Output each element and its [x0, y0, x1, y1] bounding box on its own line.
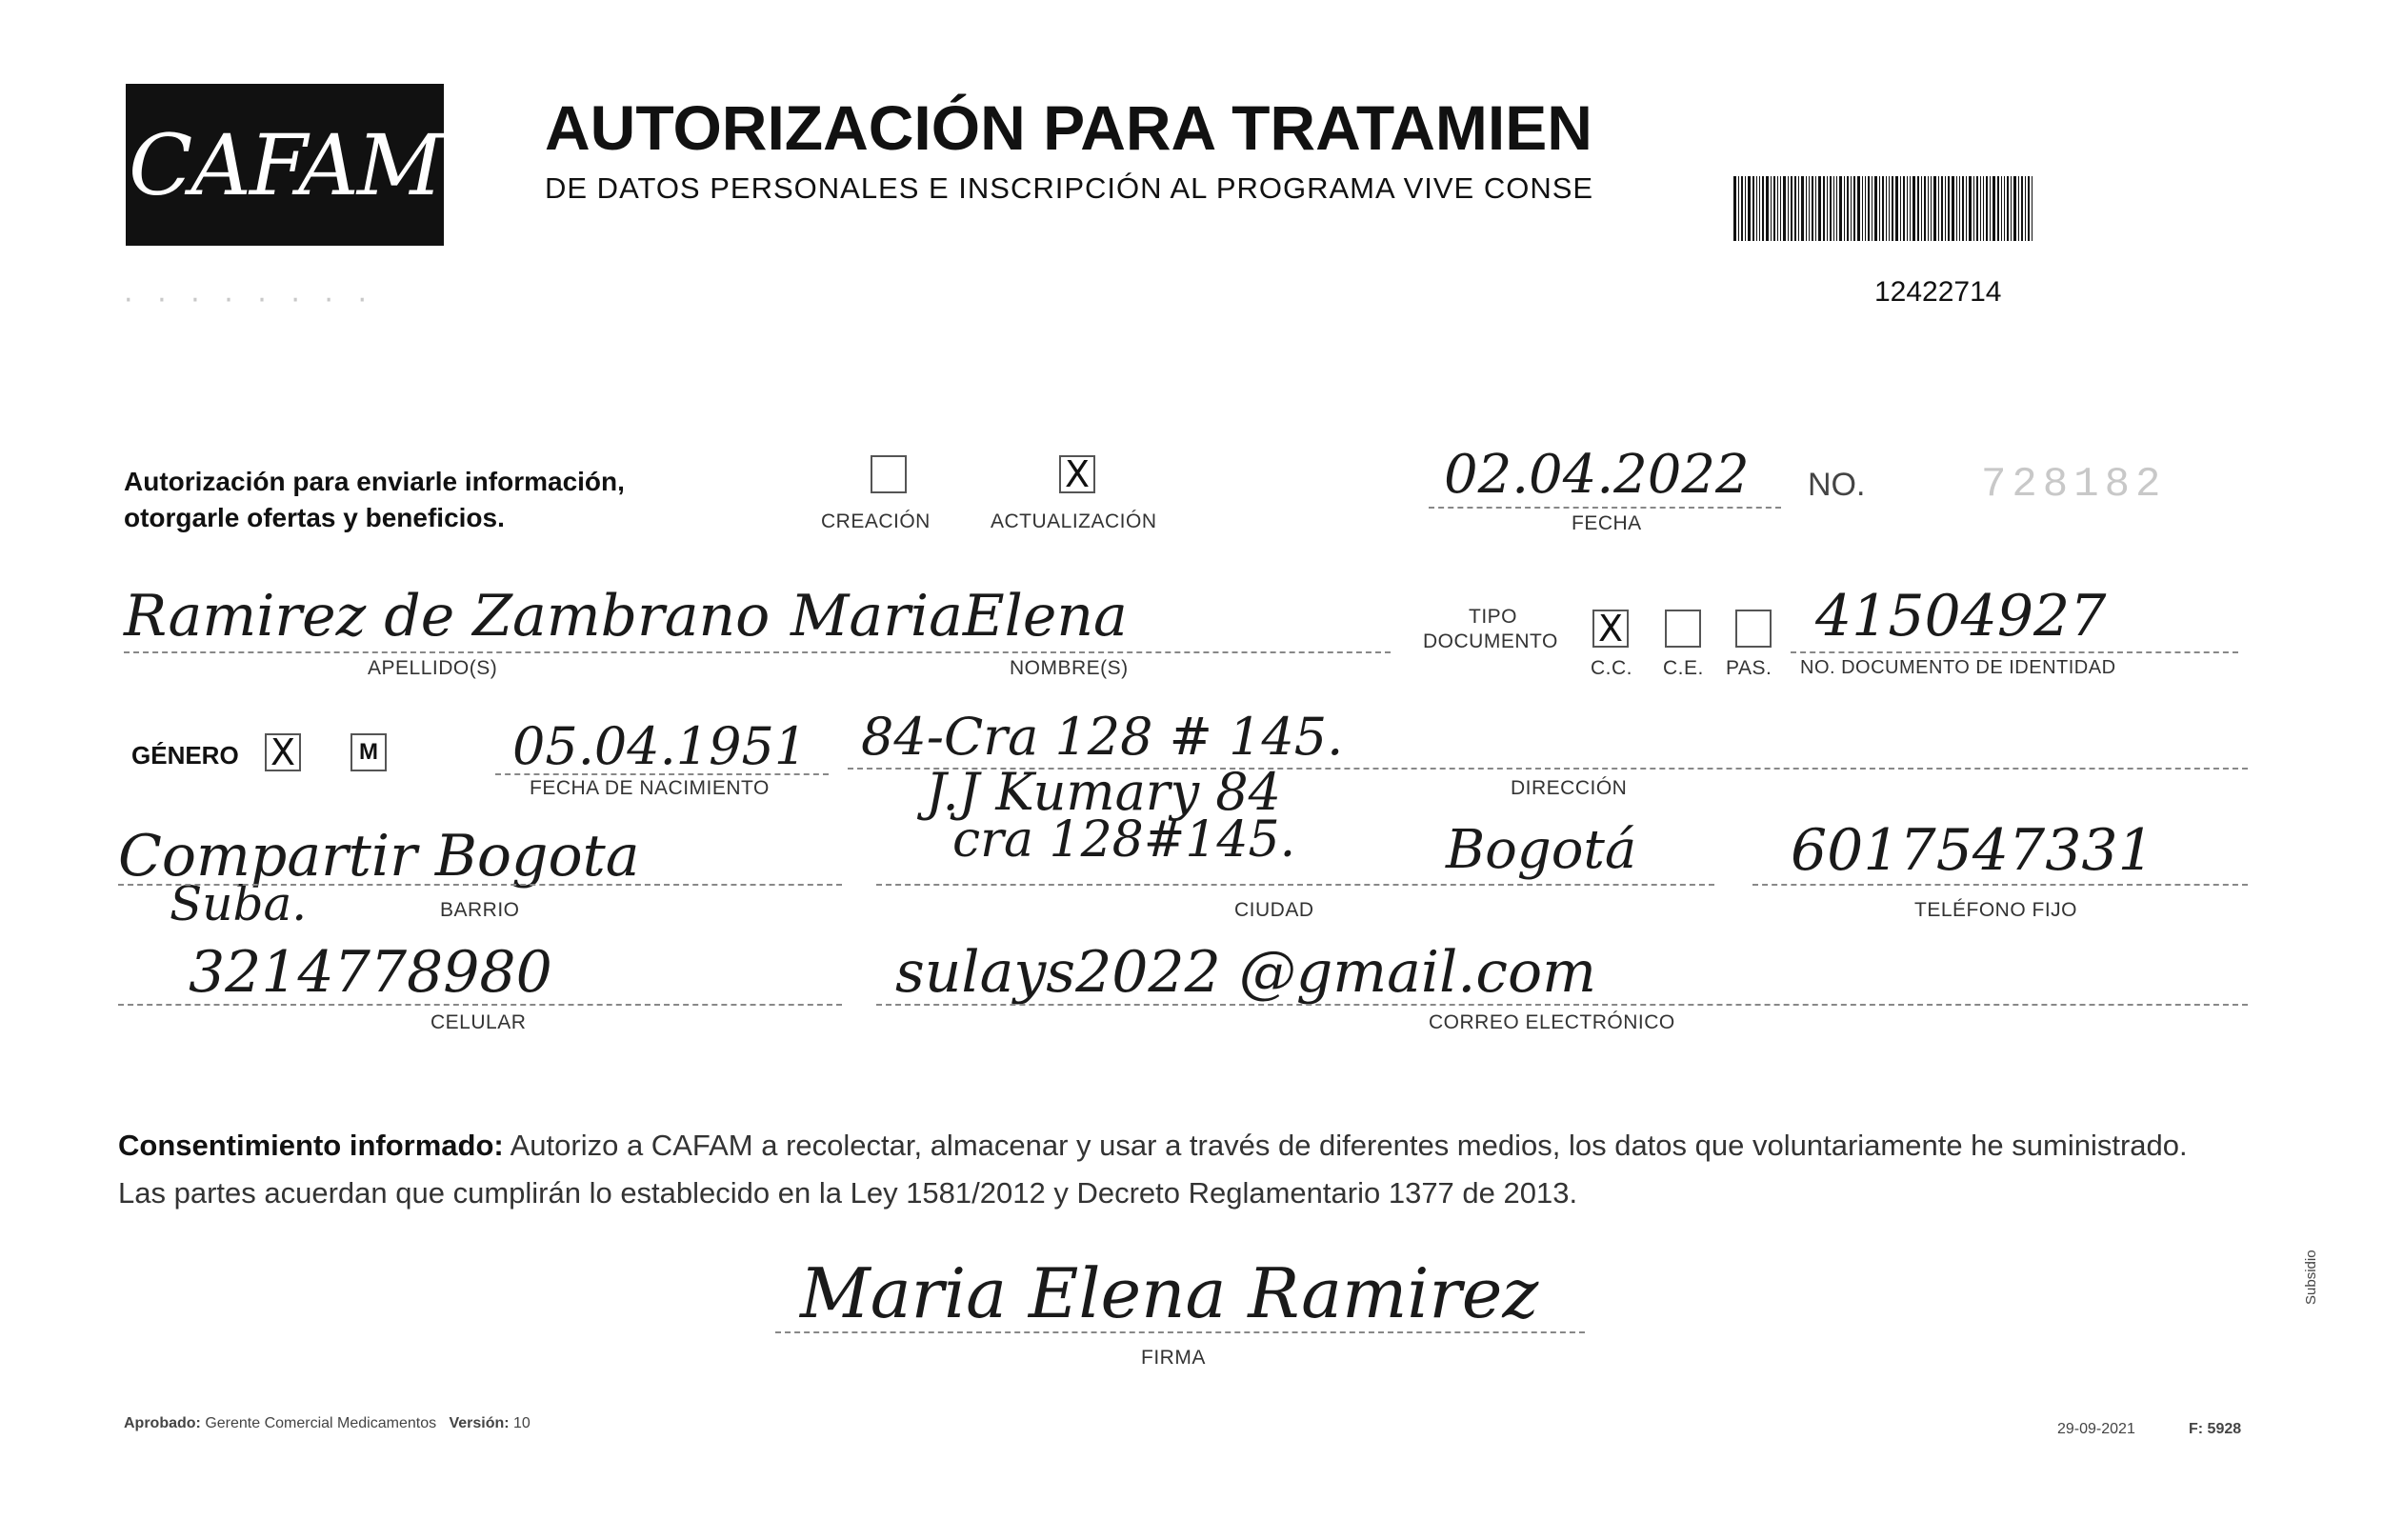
barcode-bar	[1921, 176, 1922, 241]
correo-line	[876, 1004, 2248, 1006]
barcode-bar	[1791, 176, 1792, 241]
barcode-bar	[1907, 176, 1908, 241]
barcode-bar	[2018, 176, 2019, 241]
cc-label: C.C.	[1591, 657, 1632, 679]
barcode-bar	[1759, 176, 1760, 241]
correo-value: sulays2022 @gmail.com	[895, 939, 1596, 1006]
documento-line	[1791, 651, 2238, 653]
barcode-bar	[1806, 176, 1807, 241]
consent-paragraph	[118, 1122, 2252, 1217]
aprobado-label: Aprobado:	[124, 1415, 201, 1431]
barcode-bar	[1992, 176, 1995, 241]
barcode-bar	[2032, 176, 2033, 241]
barcode-bar	[1924, 176, 1926, 241]
form-title: AUTORIZACIÓN PARA TRATAMIEN	[545, 92, 1592, 163]
direccion-line-3: cra 128#145.	[952, 811, 1296, 869]
barcode-bar	[1801, 176, 1804, 241]
barcode-bar	[1948, 176, 1950, 241]
barcode-bar	[2021, 176, 2023, 241]
apellidos-label: APELLIDO(S)	[368, 657, 498, 679]
barcode-bar	[2013, 176, 2016, 241]
barcode-bar	[1839, 176, 1842, 241]
celular-value: 3214778980	[189, 939, 552, 1006]
barcode-bar	[1933, 176, 1936, 241]
barrio-line-1: Compartir Bogota	[118, 823, 640, 890]
ce-checkbox[interactable]	[1665, 610, 1701, 648]
barcode-bar	[1990, 176, 1991, 241]
cc-checkbox[interactable]: X	[1592, 610, 1629, 648]
barcode-bar	[1818, 176, 1821, 241]
barcode-bar	[1980, 176, 1981, 241]
barcode-bar	[1941, 176, 1943, 241]
ce-label: C.E.	[1663, 657, 1704, 679]
genero-m-checkbox[interactable]: M	[350, 733, 387, 771]
barcode-bar	[1986, 176, 1988, 241]
barcode-bar	[1956, 176, 1957, 241]
barcode-bar	[1945, 176, 1946, 241]
ciudad-label: CIUDAD	[1234, 899, 1314, 921]
barcode-bar	[1812, 176, 1813, 241]
firma-signature: Maria Elena Ramirez	[800, 1253, 1539, 1333]
barcode-bar	[1762, 176, 1764, 241]
barcode-bar	[1868, 176, 1870, 241]
barcode-bar	[1976, 176, 1978, 241]
barcode-bar	[1777, 176, 1778, 241]
direccion-line-1: 84-Cra 128 # 145.	[861, 707, 1344, 767]
ciudad-line	[876, 884, 1714, 886]
barcode-bar	[1959, 176, 1960, 241]
nacimiento-value: 05.04.1951	[512, 716, 808, 776]
barcode-bar	[1862, 176, 1863, 241]
tipo-label: TIPO	[1469, 606, 1518, 628]
barcode-bar	[1938, 176, 1939, 241]
barcode-bar	[1983, 176, 1984, 241]
firma-label: FIRMA	[1141, 1347, 1206, 1369]
footer-approved	[124, 1415, 531, 1432]
barcode-bar	[1903, 176, 1905, 241]
celular-label: CELULAR	[431, 1011, 527, 1033]
celular-line	[118, 1004, 842, 1006]
barrio-line	[118, 884, 842, 886]
numero-label: NO.	[1808, 467, 1866, 503]
genero-label: GÉNERO	[131, 741, 239, 770]
barcode-number: 12422714	[1874, 276, 2002, 308]
barcode-bar	[2004, 176, 2005, 241]
barcode-bar	[1771, 176, 1772, 241]
barcode-bar	[1882, 176, 1884, 241]
nacimiento-label: FECHA DE NACIMIENTO	[530, 777, 770, 799]
telefono-label: TELÉFONO FIJO	[1914, 899, 2078, 921]
actualizacion-label: ACTUALIZACIÓN	[991, 510, 1157, 532]
barcode-bar	[2025, 176, 2026, 241]
fecha-label: FECHA	[1572, 512, 1642, 534]
barcode-bar	[1766, 176, 1769, 241]
barrio-label: BARRIO	[440, 899, 520, 921]
barcode-bar	[2007, 176, 2009, 241]
genero-f-checkbox[interactable]: X	[265, 733, 301, 771]
intro-line-2: otorgarle ofertas y beneficios.	[124, 503, 505, 532]
aprobado-value: Gerente Comercial Medicamentos	[205, 1415, 437, 1431]
telefono-line	[1752, 884, 2248, 886]
barcode-bar	[1973, 176, 1974, 241]
barcode-bar	[1738, 176, 1739, 241]
direccion-line-2: J.J Kumary 84	[926, 762, 1281, 822]
creacion-label: CREACIÓN	[821, 510, 931, 532]
barcode-bar	[1952, 176, 1954, 241]
barcode-bar	[1798, 176, 1799, 241]
barcode-bar	[1931, 176, 1932, 241]
consent-text-1: Autorizo a CAFAM a recolectar, almacenar y usar a través de diferentes medios, los datos que voluntariamente he suministrado.	[503, 1129, 2188, 1162]
barcode-bar	[1748, 176, 1751, 241]
barcode-bar	[1886, 176, 1887, 241]
barcode-bar	[1962, 176, 1964, 241]
barcode-bar	[1815, 176, 1816, 241]
barcode-bar	[1966, 176, 1967, 241]
barcode-bar	[2011, 176, 2012, 241]
barcode-bar	[1823, 176, 1825, 241]
direccion-label: DIRECCIÓN	[1511, 777, 1628, 799]
barcode-bar	[1997, 176, 1999, 241]
barcode-bar	[2001, 176, 2002, 241]
version-label: Versión:	[449, 1415, 510, 1431]
barcode-bar	[1836, 176, 1837, 241]
documento-numero: 41504927	[1815, 583, 2107, 650]
pas-label: PAS.	[1726, 657, 1772, 679]
barcode-bar	[1733, 176, 1736, 241]
barcode-bar	[1830, 176, 1832, 241]
barcode-bar	[1788, 176, 1789, 241]
barcode-bar	[1773, 176, 1775, 241]
barcode-bar	[1794, 176, 1796, 241]
side-subsidio-text: Subsidio	[2303, 1250, 2319, 1305]
form-subtitle: DE DATOS PERSONALES E INSCRIPCIÓN AL PROGRAMA VIVE CONSE	[545, 171, 1594, 205]
barcode-bar	[1851, 176, 1852, 241]
faint-stamp: · · · · · · · ·	[124, 284, 375, 317]
barcode-bar	[1889, 176, 1890, 241]
barcode-bar	[1900, 176, 1901, 241]
barcode-bar	[1892, 176, 1893, 241]
actualizacion-checkbox[interactable]: X	[1059, 455, 1095, 493]
firma-line	[775, 1331, 1585, 1333]
fecha-value: 02.04.2022	[1444, 444, 1750, 506]
numero-value: 728182	[1981, 461, 2167, 509]
barcode-bar	[1827, 176, 1828, 241]
nombre-line	[124, 651, 1391, 653]
documento-numero-label: NO. DOCUMENTO DE IDENTIDAD	[1800, 657, 2116, 678]
nacimiento-line	[495, 773, 829, 775]
barcode-bar	[1847, 176, 1849, 241]
barcode-bar	[1969, 176, 1972, 241]
barcode-bar	[1752, 176, 1754, 241]
barcode-bar	[1865, 176, 1866, 241]
barcode-bar	[1912, 176, 1915, 241]
consent-text-2: Las partes acuerdan que cumplirán lo establecido en la Ley 1581/2012 y Decreto Reglamentario 1377 de 2013.	[118, 1176, 1578, 1210]
barcode-bar	[1809, 176, 1810, 241]
barcode-bar	[1780, 176, 1781, 241]
barcode-bar	[1917, 176, 1919, 241]
barcode-bar	[1783, 176, 1786, 241]
correo-label: CORREO ELECTRÓNICO	[1429, 1011, 1675, 1033]
barcode-bar	[1879, 176, 1880, 241]
footer-code: F: 5928	[2189, 1421, 2242, 1437]
barrio-line-2: Suba.	[170, 876, 308, 931]
documento-label: DOCUMENTO	[1423, 630, 1558, 652]
barcode-bar	[1895, 176, 1898, 241]
barcode-bar	[1874, 176, 1877, 241]
version-value: 10	[513, 1415, 531, 1431]
barcode-bar	[1910, 176, 1911, 241]
barcode-bar	[1928, 176, 1929, 241]
cafam-logo: CAFAM	[126, 84, 444, 246]
barcode-bar	[1756, 176, 1757, 241]
fecha-line	[1429, 507, 1781, 509]
barcode-bar	[1853, 176, 1855, 241]
nombres-label: NOMBRE(S)	[1010, 657, 1129, 679]
footer-date: 29-09-2021	[2057, 1421, 2135, 1437]
creacion-checkbox[interactable]	[871, 455, 907, 493]
intro-line-1: Autorización para enviarle información,	[124, 467, 625, 496]
barcode-bar	[1745, 176, 1746, 241]
telefono-value: 6017547331	[1791, 817, 2154, 884]
pas-checkbox[interactable]	[1735, 610, 1772, 648]
barcode-bar	[1833, 176, 1834, 241]
barcode-bar	[1741, 176, 1743, 241]
consent-lead: Consentimiento informado:	[118, 1129, 504, 1162]
barcode	[1733, 176, 2116, 241]
nombres-value: MariaElena	[791, 583, 1128, 650]
ciudad-value: Bogotá	[1446, 819, 1637, 881]
barcode-bar	[2028, 176, 2030, 241]
apellidos-value: Ramirez de Zambrano	[124, 583, 771, 650]
barcode-bar	[1844, 176, 1845, 241]
barcode-bar	[1857, 176, 1860, 241]
